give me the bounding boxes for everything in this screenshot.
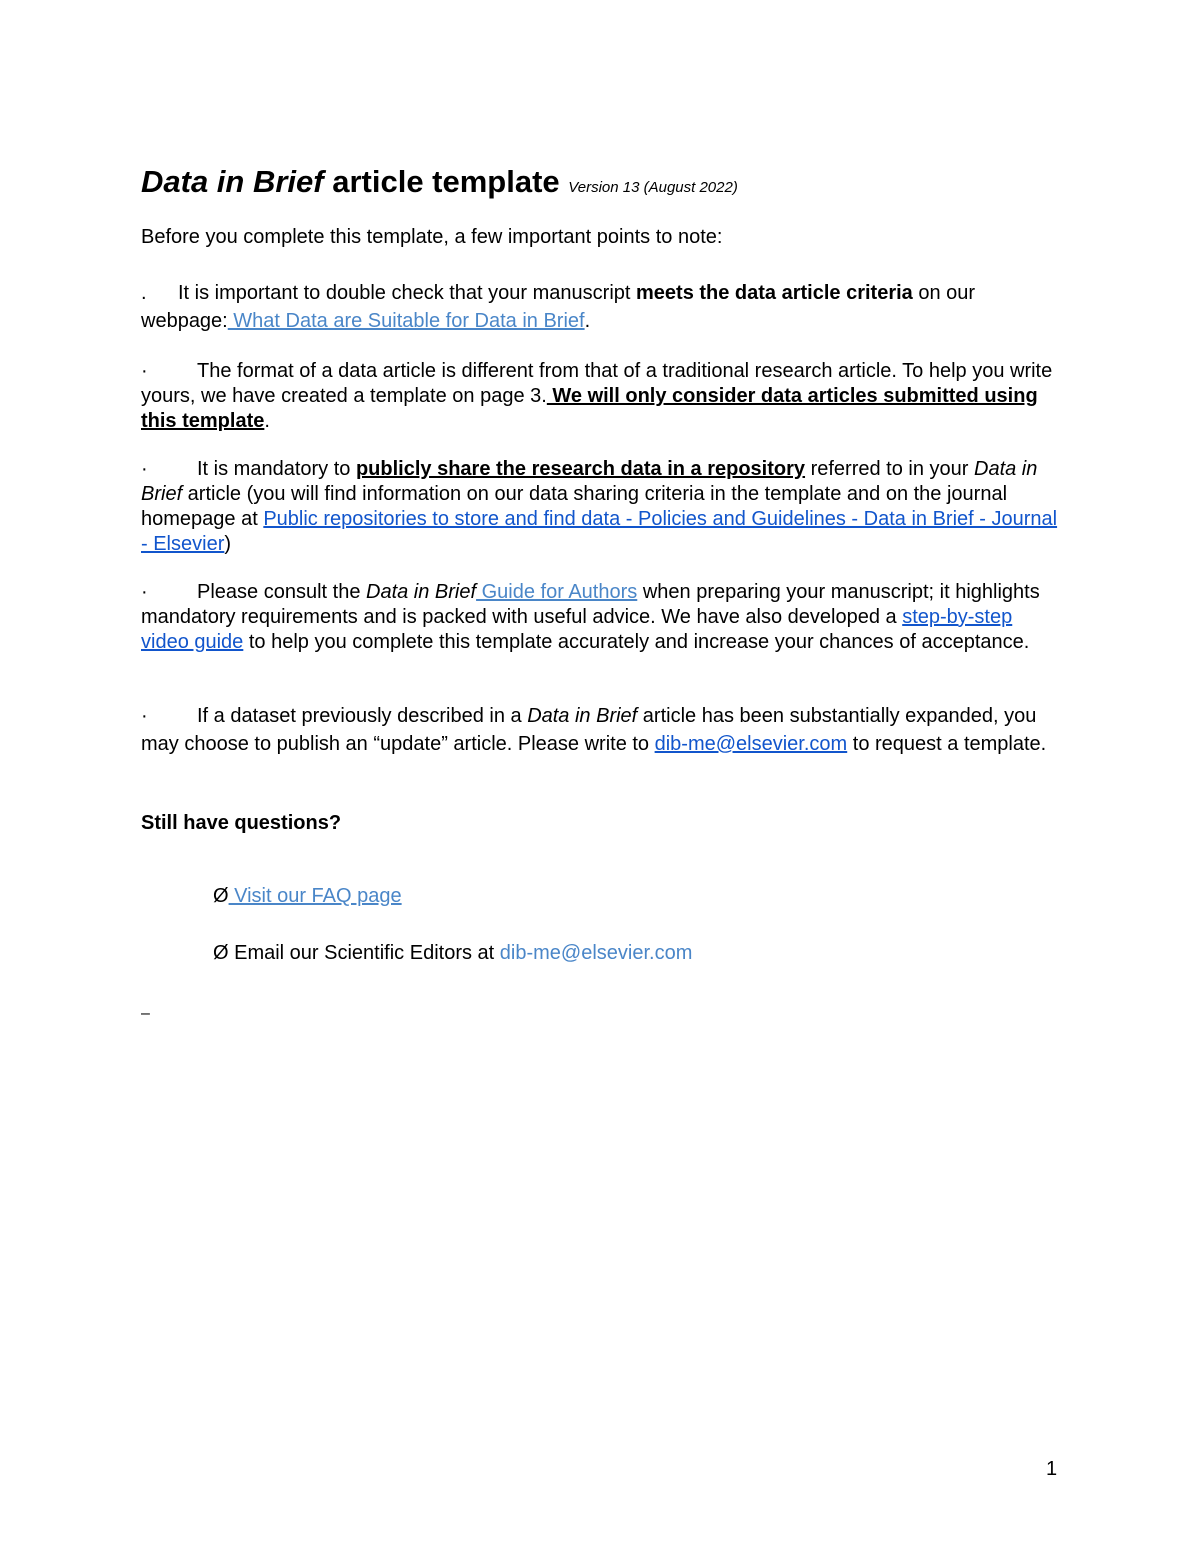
questions-heading: Still have questions? [141, 812, 342, 834]
intro-text: Before you complete this template, a few important points to note: [141, 226, 723, 248]
point-3-text-b: referred to in your [805, 458, 974, 480]
email-item [213, 941, 692, 966]
bullet: . [141, 282, 147, 304]
point-3-text-c: article (you will find information on our data sharing criteria in the template and on the journal homepage at [141, 483, 1008, 530]
point-5-text-a: If a dataset previously described in a [197, 705, 528, 727]
editors-email-link[interactable]: dib-me@elsevier.com [499, 942, 693, 964]
point-3-italic: Data in Brief [141, 458, 1038, 505]
point-5-text-b: article has been substantially expanded, you may choose to publish an “update” article. Please write to [141, 705, 1037, 755]
bullet: · [141, 705, 148, 727]
page-number: 1 [1046, 1458, 1058, 1480]
point-1-text-a: It is important to double check that your manuscript [178, 282, 636, 304]
bullet: · [141, 458, 148, 480]
faq-link[interactable]: Visit our FAQ page [228, 885, 402, 907]
bullet: · [141, 360, 148, 382]
point-5-italic: Data in Brief [527, 705, 638, 727]
dib-email-link[interactable]: dib-me@elsevier.com [654, 733, 848, 755]
email-text: Email our Scientific Editors at [228, 942, 500, 964]
title-version: Version 13 (August 2022) [568, 179, 738, 196]
point-1-bold: meets the data article criteria [636, 282, 913, 304]
point-4-text-c: to help you complete this template accurately and increase your chances of acceptance. [243, 631, 1030, 653]
point-3-end: ) [224, 533, 232, 555]
point-2-bold-underline: We will only consider data articles submitted using this template [141, 385, 1038, 432]
point-5-text-c: to request a template. [847, 733, 1047, 755]
point-2-text-a: The format of a data article is different from that of a traditional research article. To help you write yours, we have created a template on page 3. [141, 360, 1053, 407]
document-title [141, 162, 738, 208]
arrow-symbol: Ø [213, 885, 229, 907]
title-rest: article template [323, 164, 560, 199]
public-repositories-link[interactable]: Public repositories to store and find data - Policies and Guidelines - Data in Brief - Journal - Elsevier [141, 508, 1058, 555]
point-5 [141, 702, 1061, 758]
point-4 [141, 580, 1061, 655]
faq-item [213, 884, 402, 909]
title-journal-name: Data in Brief [141, 164, 324, 199]
point-2-end: . [264, 410, 270, 432]
suitable-data-link[interactable]: What Data are Suitable for Data in Brief [227, 310, 585, 332]
trailing-dash: – [141, 1005, 150, 1022]
point-3-text-a: It is mandatory to [197, 458, 356, 480]
point-3 [141, 457, 1061, 557]
point-1 [141, 279, 1061, 335]
video-guide-link[interactable]: step-by-step video guide [141, 606, 1013, 653]
guide-for-authors-link[interactable]: Guide for Authors [476, 581, 638, 603]
bullet: · [141, 581, 148, 603]
point-4-text-a: Please consult the [197, 581, 366, 603]
point-4-italic: Data in Brief [366, 581, 477, 603]
arrow-symbol: Ø [213, 942, 229, 964]
point-4-text-b: when preparing your manuscript; it highlights mandatory requirements and is packed with useful advice. We have also developed a [141, 581, 1040, 628]
point-3-bold-underline: publicly share the research data in a repository [355, 458, 806, 480]
point-1-end: . [584, 310, 591, 332]
point-1-text-b: on our webpage: [141, 282, 976, 332]
point-2 [141, 359, 1061, 434]
